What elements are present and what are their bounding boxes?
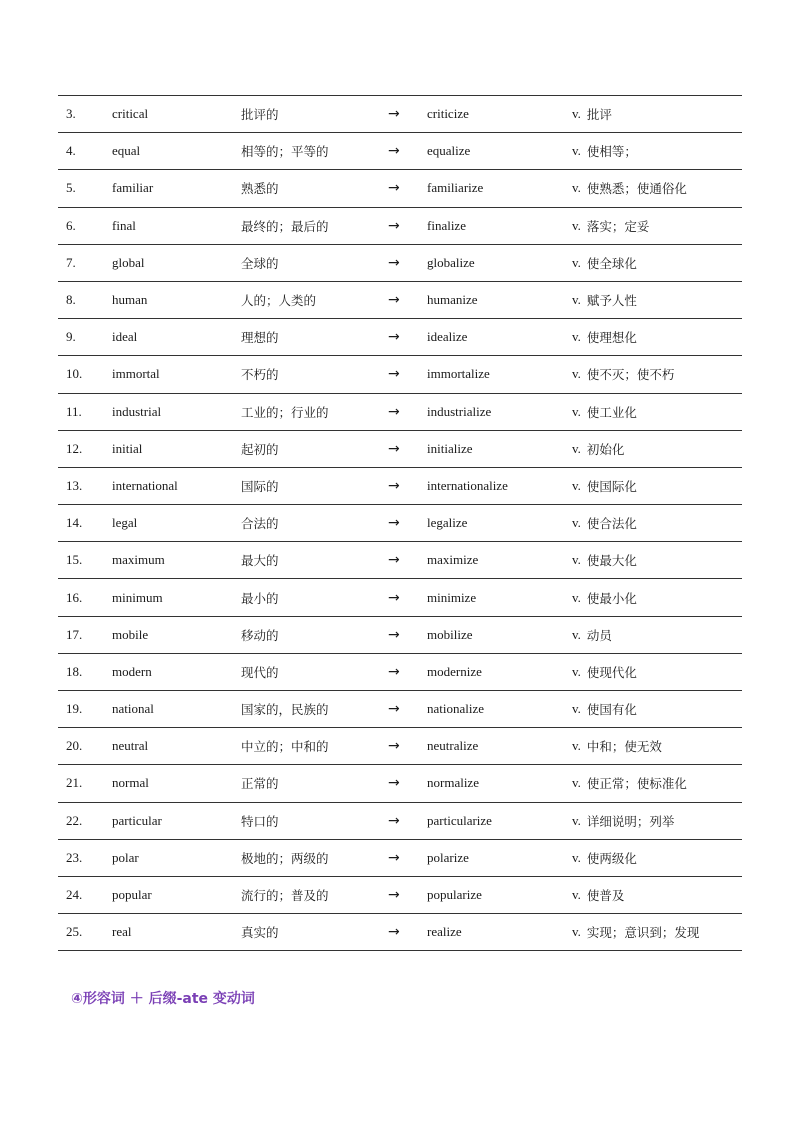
verb: finalize (427, 217, 466, 233)
adjective: mobile (112, 626, 149, 642)
part-of-speech: v. (572, 775, 581, 791)
arrow-icon: → (388, 626, 400, 643)
arrow-icon: → (388, 812, 400, 829)
adjective: critical (112, 106, 149, 122)
verb-meaning: 使最大化 (586, 553, 637, 569)
verb-meaning-cell (572, 877, 624, 913)
part-of-speech: v. (572, 477, 581, 493)
adjective: popular (112, 887, 152, 903)
row-number: 24. (66, 887, 83, 903)
verb: maximize (427, 552, 479, 568)
verb-meaning: 使合法化 (586, 516, 637, 532)
arrow-icon: → (388, 329, 400, 346)
row-number: 19. (66, 701, 83, 717)
part-of-speech: v. (572, 626, 581, 642)
adjective-meaning: 最大的 (241, 553, 279, 569)
part-of-speech: v. (572, 217, 581, 233)
arrow-icon: → (388, 440, 400, 457)
adjective: minimum (112, 589, 163, 605)
part-of-speech: v. (572, 329, 581, 345)
verb-meaning-cell (572, 691, 637, 727)
arrow-icon: → (388, 663, 400, 680)
verb-meaning: 使工业化 (586, 404, 637, 420)
verb-meaning: 详细说明；列举 (586, 813, 675, 829)
verb-meaning-cell (572, 245, 637, 281)
row-number: 25. (66, 924, 83, 940)
verb-meaning-cell (572, 579, 637, 615)
verb-meaning-cell (572, 319, 637, 355)
arrow-icon: → (388, 217, 400, 234)
row-number: 17. (66, 626, 83, 642)
arrow-icon: → (388, 366, 400, 383)
verb-meaning: 使正常；使标准化 (586, 776, 687, 792)
verb-meaning: 使熟悉；使通俗化 (586, 181, 687, 197)
row-number: 14. (66, 515, 83, 531)
verb: neutralize (427, 738, 479, 754)
verb: internationalize (427, 477, 508, 493)
table-row (58, 356, 742, 393)
verb: particularize (427, 812, 492, 828)
adjective-meaning: 正常的 (241, 776, 279, 792)
row-number: 3. (66, 106, 76, 122)
adjective-meaning: 合法的 (241, 516, 279, 532)
verb-meaning: 使国际化 (586, 478, 637, 494)
verb-meaning: 使相等； (586, 144, 637, 160)
table-row (58, 133, 742, 170)
part-of-speech: v. (572, 292, 581, 308)
adjective: national (112, 701, 154, 717)
adjective-meaning: 理想的 (241, 330, 279, 346)
verb-meaning-cell (572, 96, 612, 132)
part-of-speech: v. (572, 589, 581, 605)
verb: nationalize (427, 701, 485, 717)
verb-meaning-cell (572, 617, 612, 653)
adjective-meaning: 批评的 (241, 107, 279, 123)
adjective-meaning: 极地的；两级的 (241, 850, 329, 866)
adjective-meaning: 起初的 (241, 441, 279, 457)
verb-meaning: 使理想化 (586, 330, 637, 346)
table-row (58, 579, 742, 616)
verb-meaning-cell (572, 356, 674, 392)
part-of-speech: v. (572, 924, 581, 940)
adjective: ideal (112, 329, 138, 345)
verb: globalize (427, 254, 475, 270)
table-row (58, 691, 742, 728)
verb-meaning: 落实；定妥 (586, 218, 650, 234)
verb-meaning: 使两级化 (586, 850, 637, 866)
adjective: particular (112, 812, 162, 828)
adjective-meaning: 最小的 (241, 590, 279, 606)
verb-meaning-cell (572, 840, 637, 876)
verb-meaning: 实现；意识到；发现 (586, 925, 700, 941)
verb-meaning: 使现代化 (586, 664, 637, 680)
part-of-speech: v. (572, 849, 581, 865)
row-number: 16. (66, 589, 83, 605)
verb-meaning-cell (572, 765, 687, 801)
adjective: international (112, 477, 178, 493)
row-number: 20. (66, 738, 83, 754)
verb-meaning: 使普及 (586, 888, 625, 904)
part-of-speech: v. (572, 366, 581, 382)
adjective-meaning: 中立的；中和的 (241, 739, 329, 755)
verb: popularize (427, 887, 482, 903)
table-row (58, 803, 742, 840)
table-row (58, 505, 742, 542)
arrow-icon: → (388, 143, 400, 160)
verb: realize (427, 924, 462, 940)
row-number: 4. (66, 143, 76, 159)
arrow-icon: → (388, 515, 400, 532)
verb-meaning-cell (572, 803, 674, 839)
part-of-speech: v. (572, 812, 581, 828)
verb-meaning-cell (572, 505, 637, 541)
arrow-icon: → (388, 477, 400, 494)
adjective-meaning: 人的；人类的 (241, 293, 317, 309)
adjective: normal (112, 775, 149, 791)
verb-meaning: 动员 (586, 627, 612, 643)
arrow-icon: → (388, 775, 400, 792)
part-of-speech: v. (572, 887, 581, 903)
row-number: 12. (66, 440, 83, 456)
row-number: 23. (66, 849, 83, 865)
verb-meaning: 中和；使无效 (586, 739, 662, 755)
verb: polarize (427, 849, 469, 865)
verb: criticize (427, 106, 469, 122)
table-row (58, 394, 742, 431)
arrow-icon: → (388, 552, 400, 569)
verb: equalize (427, 143, 471, 159)
row-number: 21. (66, 775, 83, 791)
verb-meaning: 批评 (586, 107, 612, 123)
arrow-icon: → (388, 292, 400, 309)
adjective: polar (112, 849, 139, 865)
arrow-icon: → (388, 924, 400, 941)
verb-meaning-cell (572, 542, 637, 578)
vocabulary-table (58, 96, 742, 951)
verb-meaning-cell (572, 282, 637, 318)
arrow-icon: → (388, 106, 400, 123)
part-of-speech: v. (572, 738, 581, 754)
part-of-speech: v. (572, 663, 581, 679)
verb-meaning-cell (572, 468, 637, 504)
adjective-meaning: 熟悉的 (241, 181, 279, 197)
row-number: 15. (66, 552, 83, 568)
verb: minimize (427, 589, 477, 605)
part-of-speech: v. (572, 106, 581, 122)
adjective: global (112, 254, 145, 270)
arrow-icon: → (388, 254, 400, 271)
adjective-meaning: 现代的 (241, 664, 279, 680)
adjective-meaning: 移动的 (241, 627, 279, 643)
adjective-meaning: 真实的 (241, 925, 279, 941)
row-number: 7. (66, 254, 76, 270)
part-of-speech: v. (572, 403, 581, 419)
adjective: equal (112, 143, 141, 159)
verb: legalize (427, 515, 468, 531)
verb-meaning-cell (572, 654, 637, 690)
part-of-speech: v. (572, 515, 581, 531)
row-number: 11. (66, 403, 82, 419)
row-number: 18. (66, 663, 83, 679)
arrow-icon: → (388, 849, 400, 866)
table-row (58, 765, 742, 802)
adjective: final (112, 217, 136, 233)
verb-meaning-cell (572, 394, 637, 430)
verb: mobilize (427, 626, 473, 642)
verb: normalize (427, 775, 479, 791)
verb: initialize (427, 440, 473, 456)
section-heading: ④形容词 ＋ 后缀-ate 变动词 (71, 991, 255, 1007)
table-row (58, 840, 742, 877)
verb: familiarize (427, 180, 484, 196)
adjective: human (112, 292, 148, 308)
row-number: 13. (66, 477, 83, 493)
verb-meaning: 初始化 (586, 441, 625, 457)
table-row (58, 877, 742, 914)
adjective-meaning: 特⼝的 (241, 813, 279, 829)
adjective-meaning: 国家的，民族的 (241, 702, 329, 718)
adjective-meaning: 不朽的 (241, 367, 279, 383)
arrow-icon: → (388, 738, 400, 755)
adjective: familiar (112, 180, 154, 196)
arrow-icon: → (388, 589, 400, 606)
adjective: modern (112, 663, 152, 679)
verb-meaning: 赋予人性 (586, 293, 637, 309)
adjective: legal (112, 515, 138, 531)
row-number: 6. (66, 217, 76, 233)
arrow-icon: → (388, 701, 400, 718)
adjective-meaning: 相等的；平等的 (241, 144, 329, 160)
verb-meaning: 使国有化 (586, 702, 637, 718)
verb: idealize (427, 329, 468, 345)
row-number: 9. (66, 329, 76, 345)
adjective-meaning: 工业的；行业的 (241, 404, 329, 420)
table-row (58, 728, 742, 765)
part-of-speech: v. (572, 701, 581, 717)
table-row (58, 542, 742, 579)
adjective-meaning: 国际的 (241, 478, 279, 494)
table-row (58, 617, 742, 654)
arrow-icon: → (388, 403, 400, 420)
adjective-meaning: 流行的；普及的 (241, 888, 329, 904)
part-of-speech: v. (572, 143, 581, 159)
part-of-speech: v. (572, 254, 581, 270)
verb-meaning-cell (572, 133, 637, 169)
adjective: industrial (112, 403, 162, 419)
table-row (58, 468, 742, 505)
verb-meaning: 使最小化 (586, 590, 637, 606)
adjective: immortal (112, 366, 160, 382)
part-of-speech: v. (572, 180, 581, 196)
arrow-icon: → (388, 180, 400, 197)
table-row (58, 654, 742, 691)
adjective: initial (112, 440, 143, 456)
adjective-meaning: 最终的；最后的 (241, 218, 329, 234)
verb-meaning-cell (572, 208, 649, 244)
verb-meaning-cell (572, 431, 624, 467)
table-row (58, 208, 742, 245)
adjective: neutral (112, 738, 149, 754)
verb-meaning-cell (572, 728, 662, 764)
verb-meaning-cell (572, 914, 699, 950)
verb-meaning: 使全球化 (586, 255, 637, 271)
verb: modernize (427, 663, 482, 679)
verb: industrialize (427, 403, 492, 419)
verb-meaning-cell (572, 170, 687, 206)
adjective: real (112, 924, 132, 940)
table-row (58, 170, 742, 207)
verb-meaning: 使不灭；使不朽 (586, 367, 675, 383)
table-row (58, 319, 742, 356)
verb: humanize (427, 292, 478, 308)
row-number: 10. (66, 366, 83, 382)
row-number: 22. (66, 812, 83, 828)
table-row (58, 431, 742, 468)
table-row (58, 282, 742, 319)
table-row (58, 914, 742, 951)
part-of-speech: v. (572, 440, 581, 456)
row-number: 8. (66, 292, 76, 308)
arrow-icon: → (388, 887, 400, 904)
table-row (58, 96, 742, 133)
adjective: maximum (112, 552, 165, 568)
table-row (58, 245, 742, 282)
verb: immortalize (427, 366, 490, 382)
adjective-meaning: 全球的 (241, 255, 279, 271)
row-number: 5. (66, 180, 76, 196)
part-of-speech: v. (572, 552, 581, 568)
